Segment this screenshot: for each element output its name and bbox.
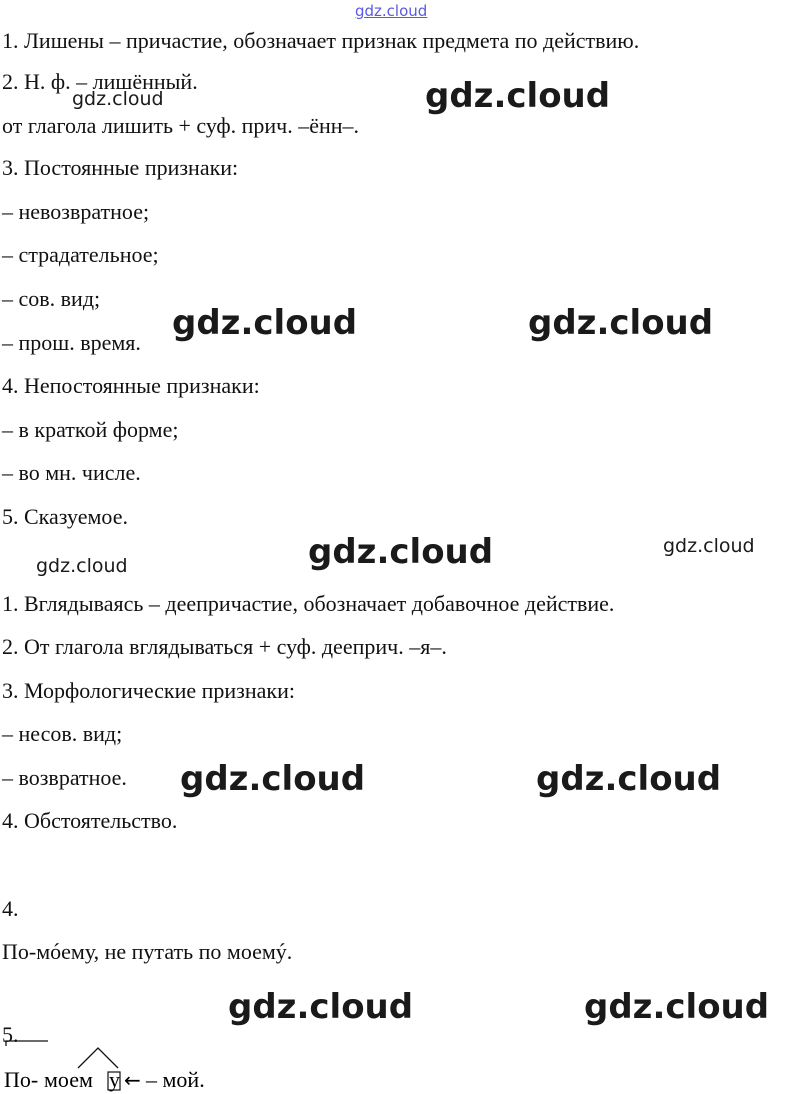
text-line-3: от глагола лишить + суф. прич. –ённ–. (2, 113, 360, 138)
watermark-2: gdz.cloud (425, 76, 611, 116)
text-line-12: 5. Сказуемое. (2, 504, 128, 529)
text-line-17: – возвратное. (2, 765, 127, 790)
text-line-19: 4. (2, 896, 19, 921)
text-line-9: 4. Непостоянные признаки: (2, 373, 260, 398)
text-line-21: 5. (2, 1022, 19, 1047)
text-line-14: 2. От глагола вглядываться + суф. дееприч. –я–. (2, 634, 447, 659)
text-line-16: – несов. вид; (2, 721, 123, 746)
root-arc (78, 1048, 118, 1068)
ending-text: у (109, 1067, 120, 1092)
watermark-5: gdz.cloud (36, 555, 128, 577)
text-line-13: 1. Вглядываясь – деепричастие, обозначает добавочное действие. (2, 591, 615, 616)
text-line-18: 4. Обстоятельство. (2, 808, 178, 833)
text-line-1: 1. Лишены – причастие, обозначает признак предмета по действию. (2, 28, 640, 53)
text-line-15: 3. Морфологические признаки: (2, 678, 295, 703)
text-line-10: – в краткой форме; (2, 417, 179, 442)
watermark-11: gdz.cloud (584, 987, 770, 1027)
text-line-11: – во мн. числе. (2, 460, 141, 485)
root-text: моем (44, 1067, 93, 1092)
text-line-6: – страдательное; (2, 242, 159, 267)
text-line-5: – невозвратное; (2, 199, 150, 224)
watermark-9: gdz.cloud (536, 759, 722, 799)
watermark-10: gdz.cloud (228, 987, 414, 1027)
source-word: – мой. (146, 1067, 205, 1092)
watermark-1: gdz.cloud (72, 88, 164, 110)
text-line-2: 2. Н. ф. – лишённый. (2, 69, 198, 94)
text-line-7: – сов. вид; (2, 286, 101, 311)
watermark-7: gdz.cloud (663, 535, 755, 557)
watermark-3: gdz.cloud (172, 303, 358, 343)
prefix-mark (6, 1041, 48, 1046)
morphemic-analysis (0, 1040, 260, 1094)
text-line-8: – прош. время. (2, 330, 141, 355)
watermark-top: gdz.cloud (355, 2, 428, 20)
watermark-4: gdz.cloud (528, 303, 714, 343)
text-line-20: По-мóему, не путать по моемý. (2, 939, 293, 964)
text-line-4: 3. Постоянные признаки: (2, 155, 239, 180)
arrow-icon: ← (124, 1068, 141, 1092)
prefix-text: По- (4, 1067, 39, 1092)
watermark-8: gdz.cloud (180, 759, 366, 799)
watermark-6: gdz.cloud (308, 532, 494, 572)
